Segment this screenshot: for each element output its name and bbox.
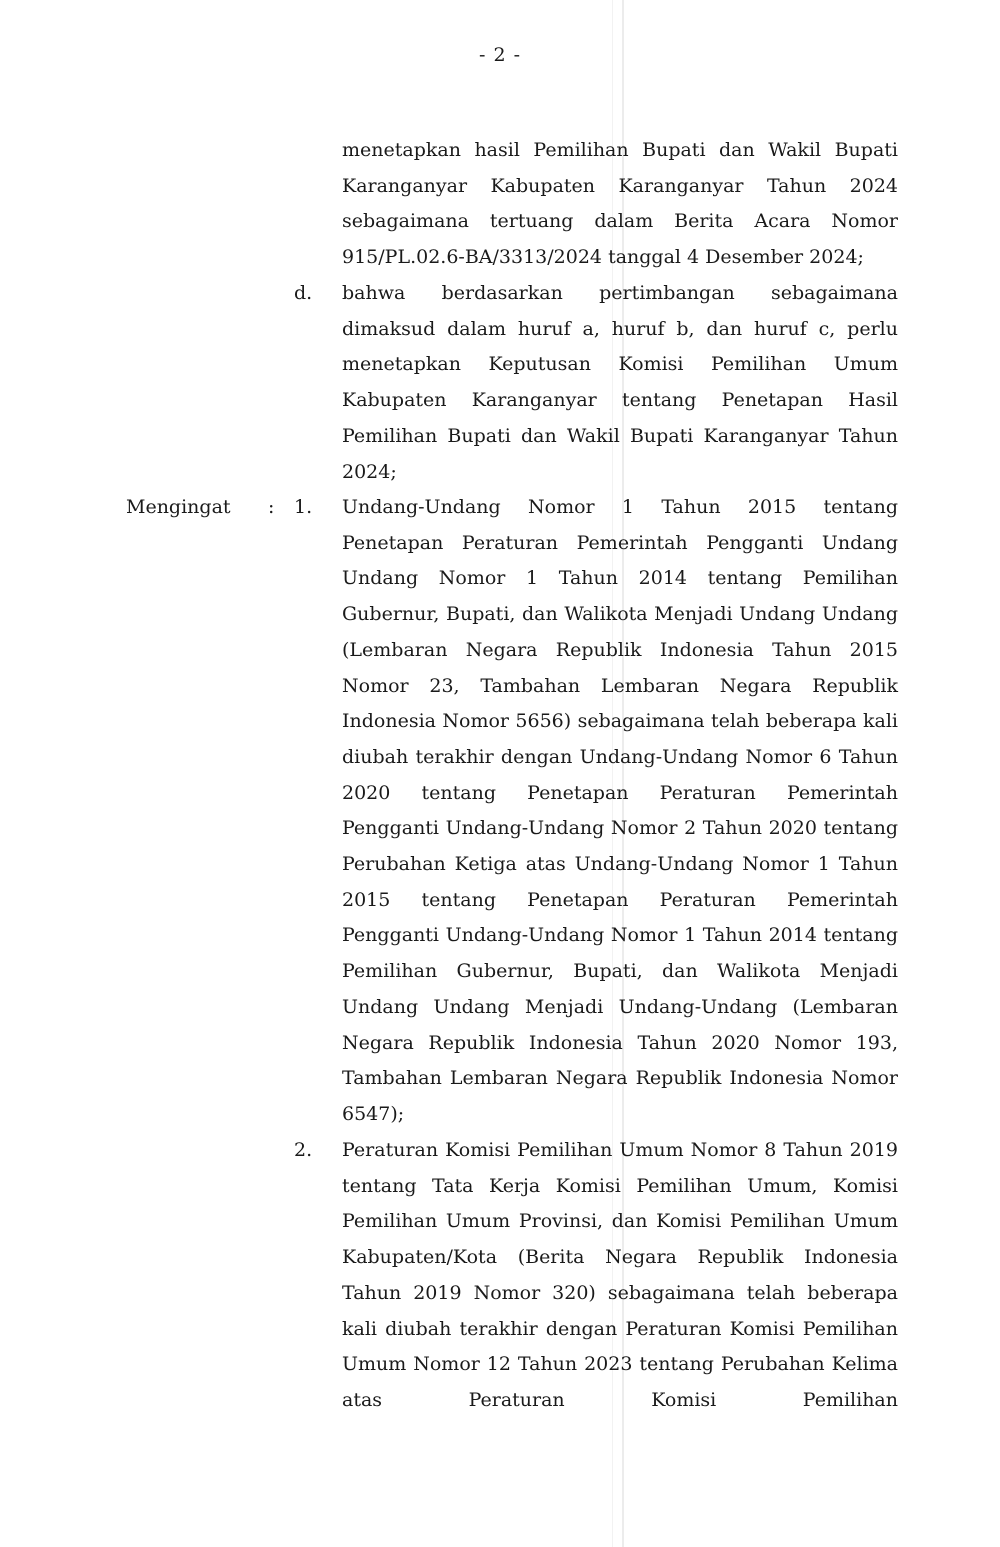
mengingat-colon: : [268, 496, 275, 518]
item-d-paragraph: bahwa berdasarkan pertimbangan sebagaimana dimaksud dalam huruf a, huruf b, dan huruf c, perlu menetapkan Keputusan Komisi Pemilihan Umum Kabupaten Karanganyar tentang Penetapan Hasil Pemilihan Bupati dan Wakil Bupati Karanganyar Tahun 2024; [342, 282, 898, 483]
mengingat-item-2-marker: 2. [294, 1139, 313, 1161]
page-number: - 2 - [478, 44, 521, 66]
continuation-paragraph: menetapkan hasil Pemilihan Bupati dan Wakil Bupati Karanganyar Kabupaten Karanganyar Tahun 2024 sebagaimana tertuang dalam Berita Acara Nomor 915/PL.02.6-BA/3313/2024 tanggal 4 Desember 2024; [342, 139, 898, 269]
mengingat-item-1-marker: 1. [294, 496, 313, 518]
item-d-marker: d. [294, 282, 313, 304]
mengingat-item-2-paragraph: Peraturan Komisi Pemilihan Umum Nomor 8 Tahun 2019 tentang Tata Kerja Komisi Pemilihan Umum, Komisi Pemilihan Umum Provinsi, dan Komisi Pemilihan Umum Kabupaten/Kota (Berita Negara Republik Indonesia Tahun 2019 Nomor 320) sebagaimana telah beberapa kali diubah terakhir dengan Peraturan Komisi Pemilihan Umum Nomor 12 Tahun 2023 tentang Perubahan Kelima atas Peraturan Komisi Pemilihan [342, 1139, 898, 1411]
mengingat-label: Mengingat [126, 496, 231, 518]
mengingat-item-1-paragraph: Undang-Undang Nomor 1 Tahun 2015 tentang Penetapan Peraturan Pemerintah Pengganti Undang Undang Nomor 1 Tahun 2014 tentang Pemilihan Gubernur, Bupati, dan Walikota Menjadi Undang Undang (Lembaran Negara Republik Indonesia Tahun 2015 Nomor 23, Tambahan Lembaran Negara Republik Indonesia Nomor 5656) sebagaimana telah beberapa kali diubah terakhir dengan Undang-Undang Nomor 6 Tahun 2020 tentang Penetapan Peraturan Pemerintah Pengganti Undang-Undang Nomor 2 Tahun 2020 tentang Perubahan Ketiga atas Undang-Undang Nomor 1 Tahun 2015 tentang Penetapan Peraturan Pemerintah Pengganti Undang-Undang Nomor 1 Tahun 2014 tentang Pemilihan Gubernur, Bupati, dan Walikota Menjadi Undang Undang Menjadi Undang-Undang (Lembaran Negara Republik Indonesia Tahun 2020 Nomor 193, Tambahan Lembaran Negara Republik Indonesia Nomor 6547); [342, 496, 898, 1125]
